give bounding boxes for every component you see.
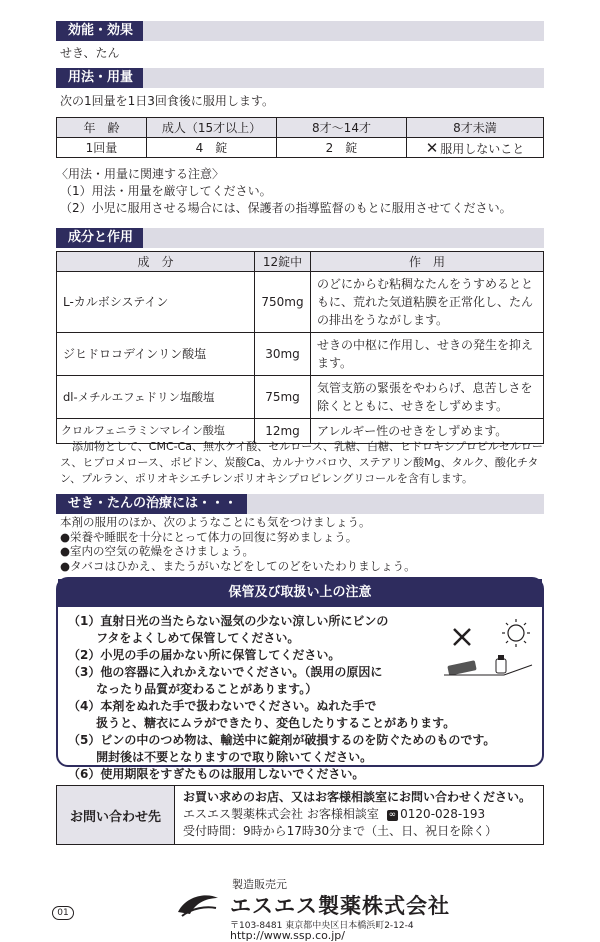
contact-box <box>56 785 544 845</box>
ingredient-name: ジヒドロコデインリン酸塩 <box>57 333 255 376</box>
header-cell: 8才未満 <box>407 118 544 138</box>
storage-line: フタをよくしめて保管してください。 <box>68 631 300 645</box>
section-title: 用法・用量 <box>62 68 143 88</box>
header-cell: 成 分 <box>57 252 255 272</box>
additives-text: 添加物として、CMC-Ca、無水ケイ酸、セルロース、乳糖、白糖、ヒドロキシプロピルセルロース、ヒプロメロース、ポビドン、炭酸Ca、カルナウバロウ、ステアリン酸Mg、タルク、酸化チタン、プルラン、ポリオキシエチレンポリオキシプロピレングリコールを含有します。 <box>60 440 543 485</box>
storage-line: （6）使用期限をすぎたものは服用しないでください。 <box>68 767 365 781</box>
section-header-care <box>56 494 544 514</box>
section-title: 成分と作用 <box>62 228 143 248</box>
contact-line: 受付時間：9時から17時30分まで（土、日、祝日を除く） <box>183 824 498 838</box>
care-line: ●栄養や睡眠を十分にとって体力の回復に努めましょう。 <box>60 529 358 544</box>
usage-note: （1）用法・用量を厳守してください。 <box>60 184 272 198</box>
section-title: せき・たんの治療には・・・ <box>62 494 247 514</box>
contact-body <box>175 786 543 844</box>
free-dial-icon: ∞ <box>388 810 397 820</box>
section-header-effect <box>56 21 544 41</box>
storage-line: （4）本剤をぬれた手で扱わないでください。ぬれた手で <box>68 699 377 713</box>
maker-label: 製造販売元 <box>232 878 287 891</box>
contact-phone: 0120-028-193 <box>400 807 486 821</box>
care-line: ●タバコはひかえ、またうがいなどをしてのどをいたわりましょう。 <box>60 558 416 573</box>
bottle-icon <box>447 655 506 676</box>
storage-title: 保管及び取扱い上の注意 <box>58 579 542 607</box>
ingredient-name: クロルフェニラミンマレイン酸塩 <box>57 419 255 444</box>
storage-line: （1）直射日光の当たらない湿気の少ない涼しい所にビンの <box>68 614 389 628</box>
contact-line: お買い求めのお店、又はお客様相談室にお問い合わせください。 <box>183 790 532 804</box>
company-logo-icon <box>176 892 220 918</box>
ingredient-action: のどにからむ粘稠なたんをうすめるとともに、荒れた気道粘膜を正常化し、たんの排出をうながします。 <box>311 272 544 333</box>
ingredient-action: アレルギー性のせきをしずめます。 <box>311 419 544 444</box>
dose-cell: 1回量 <box>57 138 147 158</box>
storage-list <box>68 613 495 783</box>
effect-text: せき、たん <box>60 46 120 60</box>
storage-line: （2）小児の手の届かない所に保管してください。 <box>68 648 341 662</box>
contact-line2 <box>183 806 535 823</box>
section-header-ingredients <box>56 228 544 248</box>
company-name: エスエス製薬株式会社 <box>230 894 450 918</box>
storage-line: 開封後は不要となりますので取り除いてください。 <box>68 750 373 764</box>
care-list <box>60 515 416 573</box>
ingredient-amount: 12mg <box>255 419 311 444</box>
company-address: 〒103-8481 東京都中央区日本橋浜町2-12-4 <box>230 921 414 931</box>
usage-note: （2）小児に服用させる場合には、保護者の指導監督のもとに服用させてください。 <box>60 201 512 215</box>
header-cell: 作 用 <box>311 252 544 272</box>
ingredient-action: 気管支筋の緊張をやわらげ、息苦しさを除くとともに、せきをしずめます。 <box>311 376 544 419</box>
ingredient-action: せきの中枢に作用し、せきの発生を抑えます。 <box>311 333 544 376</box>
ingredient-amount: 75mg <box>255 376 311 419</box>
header-cell: 成人（15才以上） <box>147 118 277 138</box>
storage-line: 扱うと、糖衣にムラができたり、変色したりすることがあります。 <box>68 716 456 730</box>
ingredient-name: L-カルボシステイン <box>57 272 255 333</box>
dose-cell: 2 錠 <box>277 138 407 158</box>
care-line: 本剤の服用のほか、次のようなことにも気をつけましょう。 <box>60 515 371 529</box>
dosage-table <box>56 117 544 158</box>
dose-cell-under8 <box>407 138 544 158</box>
page-code: 01 <box>52 906 74 920</box>
section-title: 効能・効果 <box>62 21 143 41</box>
section-header-usage <box>56 68 544 88</box>
contact-dept: エスエス製薬株式会社 お客様相談室 <box>183 807 379 821</box>
ingredient-name: dl-メチルエフェドリン塩酸塩 <box>57 376 255 419</box>
storage-line: （5）ビンの中のつめ物は、輸送中に錠剤が破損するのを防ぐためのものです。 <box>68 733 496 747</box>
ingredient-amount: 750mg <box>255 272 311 333</box>
ingredients-table <box>56 251 544 444</box>
cross-icon: ✕ <box>425 138 439 157</box>
ingredient-amount: 30mg <box>255 333 311 376</box>
cross-icon <box>454 629 470 645</box>
storage-line: なったり品質が変わることがあります。） <box>68 682 318 696</box>
dose-text: 服用しないこと <box>440 141 525 156</box>
usage-notes-title: 〈用法・用量に関連する注意〉 <box>56 167 225 181</box>
company-url: http://www.ssp.co.jp/ <box>230 929 345 942</box>
header-cell: 12錠中 <box>255 252 311 272</box>
storage-box <box>56 577 544 781</box>
care-line: ●室内の空気の乾燥をさけましょう。 <box>60 544 255 558</box>
sunlight-warning-illustration <box>444 617 534 692</box>
contact-label: お問い合わせ先 <box>57 786 175 844</box>
storage-line: （3）他の容器に入れかえないでください。（誤用の原因に <box>68 665 383 679</box>
header-cell: 年 齢 <box>57 118 147 138</box>
dose-cell: 4 錠 <box>147 138 277 158</box>
sun-icon <box>502 619 530 647</box>
header-cell: 8才～14才 <box>277 118 407 138</box>
usage-intro: 次の1回量を1日3回食後に服用します。 <box>60 94 274 108</box>
